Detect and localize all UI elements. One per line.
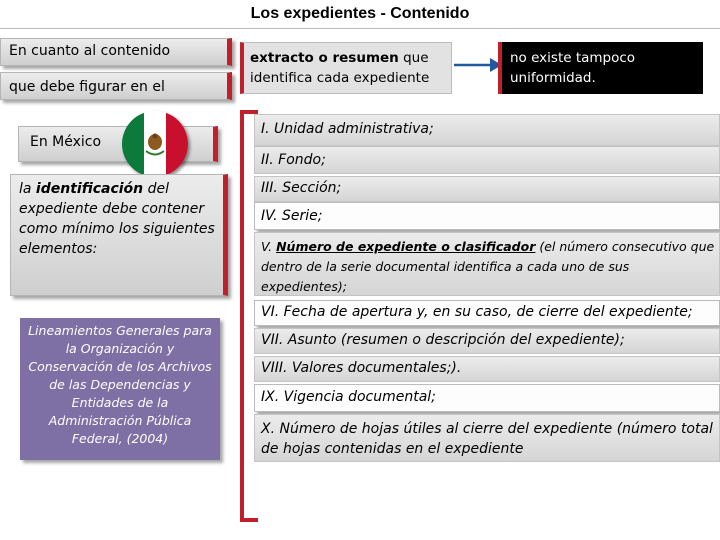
item-fondo: [254, 146, 720, 174]
extract-bold-text: extracto o resumen: [250, 50, 399, 66]
item-unidad-administrativa: [254, 114, 720, 146]
extract-rest-text: que identifica cada expediente: [250, 50, 430, 86]
item-3-text: III. Sección;: [261, 180, 342, 196]
item-6-text: VI. Fecha de apertura y, en su caso, de cierre del expediente;: [261, 304, 693, 320]
label-contenido: [0, 38, 232, 66]
slide-title: Los expedientes - Contenido: [250, 5, 470, 22]
label-figurar: [0, 72, 232, 100]
item-10-text: X. Número de hojas útiles al cierre del expediente (número total de hojas contenidas en el expediente: [261, 421, 713, 457]
eagle-emblem-icon: [143, 131, 167, 157]
mexico-label: En México: [30, 134, 102, 150]
label-contenido-text: En cuanto al contenido: [9, 43, 171, 59]
identificacion-box: [10, 174, 228, 296]
item-fecha-apertura: [254, 300, 720, 326]
item-seccion: [254, 176, 720, 202]
item-2-text: II. Fondo;: [261, 152, 326, 168]
extract-box: [240, 42, 452, 94]
identificacion-post: del expediente debe contener como mínimo los siguientes elementos:: [19, 181, 215, 257]
item-serie: [254, 202, 720, 230]
item-7-text: VII. Asunto (resumen o descripción del expediente);: [261, 332, 625, 348]
lineamientos-text: Lineamientos Generales para la Organización y Conservación de los Archivos de las Dependencias y Entidades de la Administración Pública Federal, (2004): [28, 323, 212, 446]
item-1-text: I. Unidad administrativa;: [261, 121, 434, 137]
item-9-text: IX. Vigencia documental;: [261, 389, 436, 405]
item-5-pre: V.: [261, 239, 277, 254]
uniformidad-text: no existe tampoco uniformidad.: [510, 50, 636, 86]
item-vigencia-documental: [254, 384, 720, 412]
label-figurar-text: que debe figurar en el: [9, 79, 165, 95]
item-5-bold: Número de expediente o clasificador: [276, 239, 536, 254]
identificacion-pre: la: [19, 181, 36, 197]
right-arrow-icon: [452, 50, 504, 80]
item-numero-expediente: [254, 232, 720, 296]
item-asunto: [254, 328, 720, 354]
item-numero-hojas: [254, 414, 720, 462]
uniformidad-box: [498, 42, 703, 94]
lineamientos-box: [20, 318, 220, 460]
title-divider: [0, 28, 720, 29]
item-8-text: VIII. Valores documentales;).: [261, 360, 462, 376]
identificacion-bold: identificación: [35, 181, 144, 197]
item-4-text: IV. Serie;: [261, 208, 323, 224]
item-5-post: (el número consecutivo que dentro de la serie documental identifica a cada uno de sus expedientes);: [261, 239, 715, 294]
item-valores-documentales: [254, 356, 720, 382]
